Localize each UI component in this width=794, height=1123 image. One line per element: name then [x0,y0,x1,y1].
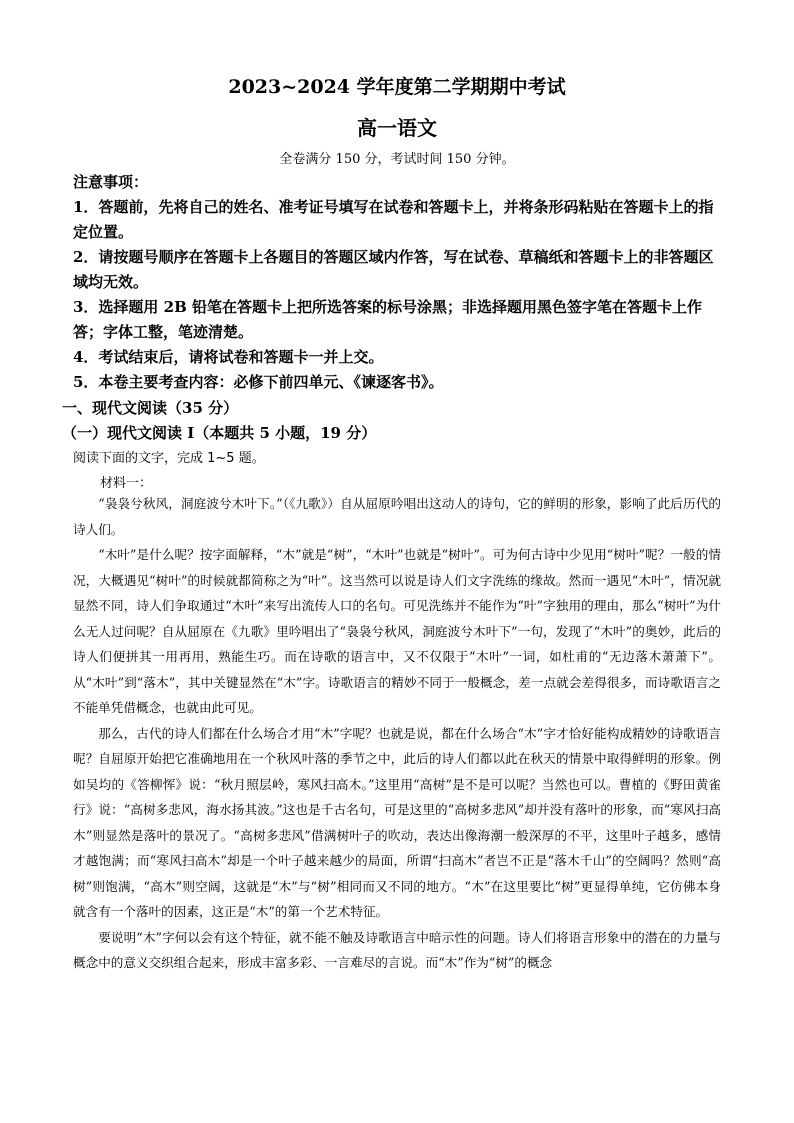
notes-section [73,170,723,395]
note-item: 2．请按题号顺序在答题卡上各题目的答题区域内作答，写在试卷、草稿纸和答题卡上的非答题区域均无效。 [73,248,714,291]
note-item: 1．答题前，先将自己的姓名、准考证号填写在试卷和答题卡上，并将条形码粘贴在答题卡上的指定位置。 [73,198,714,241]
note-item: 5．本卷主要考查内容：必修下前四单元、《谏逐客书》。 [73,373,444,391]
exam-info: 全卷满分 150 分，考试时间 150 分钟。 [279,152,515,167]
passage-paragraph: “木叶”是什么呢？按字面解释，“木”就是“树”，“木叶”也就是“树叶”。可为何古诗中少见用“树叶”呢？一般的情况，大概遇见“树叶”的时候就都简称之为“叶”。这当然可以说是诗人们文字洗练的缘故。然而一遇见“木叶”，情况就显然不同，诗人们争取通过“木叶”来写出流传人口的名句。可见洗练并不能作为“叶”字独用的理由，那么“树叶”为什么无人过问呢？自从屈原在《九歌》里吟唱出了“袅袅兮秋风，洞庭波兮木叶下”一句，发现了“木叶”的奥妙，此后的诗人们便拼其一用再用，熟能生巧。而在诗歌的语言中，又不仅限于“木叶”一词，如杜甫的“无边落木萧萧下”。从“木叶”到“落木”，其中关键显然在“木”字。诗歌语言的精妙不同于一般概念，差一点就会差得很多，而诗歌语言之不能单凭借概念，也就由此可见。 [73,547,721,715]
note-item: 3．选择题用 2B 铅笔在答题卡上把所选答案的标号涂黑；非选择题用黑色签字笔在答题卡上作答；字体工整，笔迹清楚。 [73,298,703,341]
reading-instruction: 阅读下面的文字，完成 1~5 题。 [73,451,265,466]
notes-heading: 注意事项： [73,173,149,191]
subsection-title: （一）现代文阅读 I（本题共 5 小题，19 分） [62,424,377,442]
passage-body [73,491,721,976]
note-item: 4．考试结束后，请将试卷和答题卡一并上交。 [73,348,384,366]
section-title: 一、现代文阅读（35 分） [62,399,239,417]
exam-subject: 高一语文 [357,116,437,140]
material-label: 材料一： [100,476,153,491]
passage-paragraph: “袅袅兮秋风，洞庭波兮木叶下。”（《九歌》）自从屈原吟唱出这动人的诗句，它的鲜明的形象，影响了此后历代的诗人们。 [73,496,721,537]
passage-paragraph: 要说明“木”字何以会有这个特征，就不能不触及诗歌语言中暗示性的问题。诗人们将语言形象中的潜在的力量与概念中的意义交织组合起来，形成丰富多彩、一言难尽的言说。而“木”作为“树”的概念 [73,929,721,970]
exam-title: 2023~2024 学年度第二学期期中考试 [228,76,566,98]
passage-paragraph: 那么，古代的诗人们都在什么场合才用“木”字呢？也就是说，都在什么场合“木”字才恰好能构成精妙的诗歌语言呢？自屈原开始把它准确地用在一个秋风叶落的季节之中，此后的诗人们都以此在秋天的情景中取得鲜明的形象。例如吴均的《答柳恽》说：“秋月照层岭，寒风扫高木。”这里用“高树”是不是可以呢？当然也可以。曹植的《野田黄雀行》说：“高树多悲风，海水扬其波。”这也是千古名句，可是这里的“高树多悲风”却并没有落叶的形象，而“寒风扫高木”则显然是落叶的景况了。“高树多悲风”借满树叶子的吹动，表达出像海潮一般深厚的不平，这里叶子越多，感情才越饱满；而“寒风扫高木”却是一个叶子越来越少的局面，所谓“扫高木”者岂不正是“落木千山”的空阔吗？然则“高树”则饱满，“高木”则空阔，这就是“木”与“树”相同而又不同的地方。“木”在这里要比“树”更显得单纯，它仿佛本身就含有一个落叶的因素，这正是“木”的第一个艺术特征。 [73,725,721,919]
